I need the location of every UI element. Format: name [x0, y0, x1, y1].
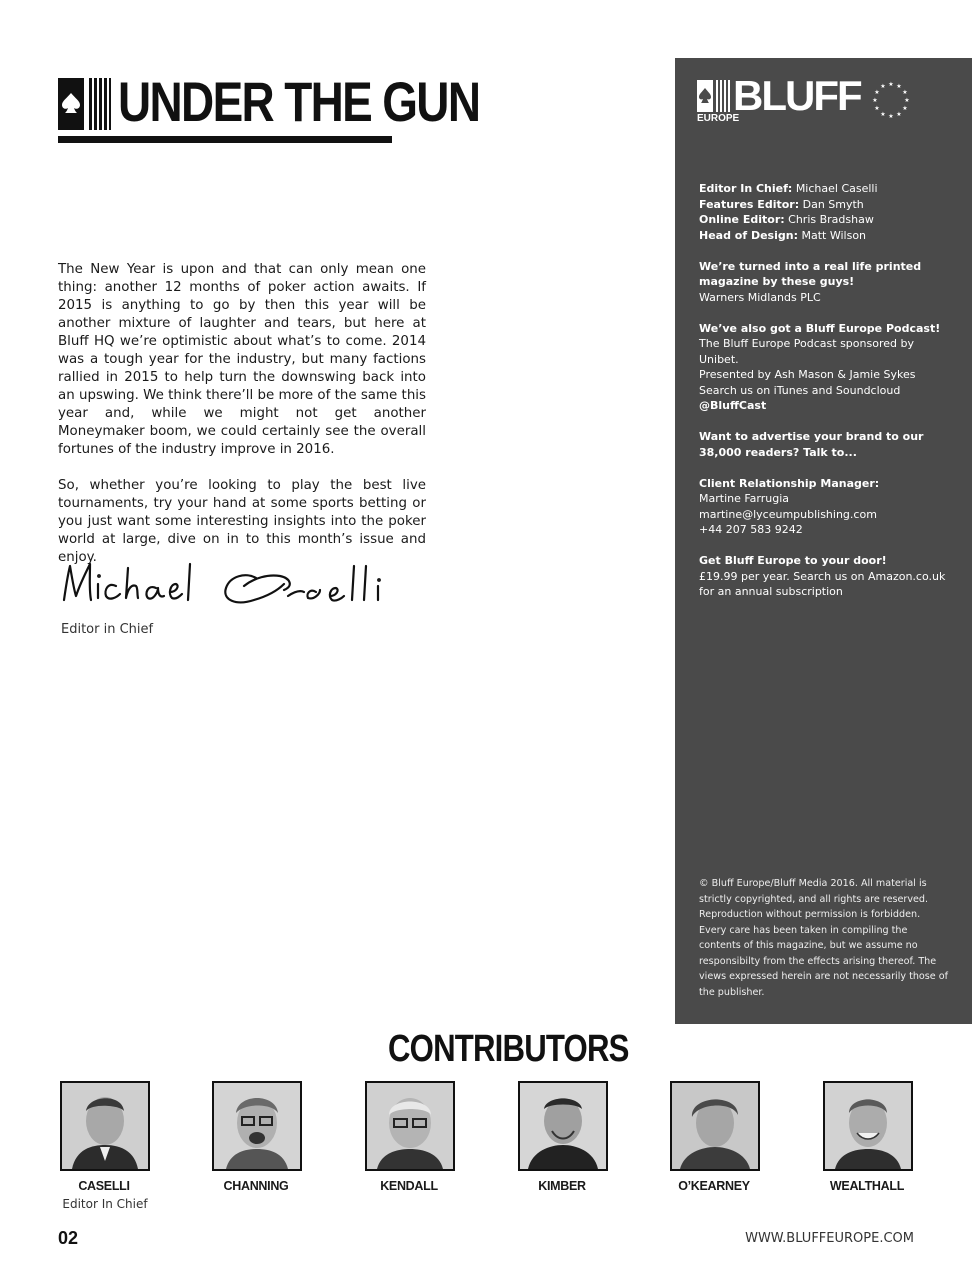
legal-notice: © Bluff Europe/Bluff Media 2016. All material is strictly copyrighted, and all rights are reserved. Reproduction without permission is forbidden. Every care has been taken in compiling the contents of this magazine, but we assume no responsibilty from the effects arising thereof. The views expressed herein are not necessarily those of the publisher. — [699, 878, 949, 998]
svg-text:★: ★ — [888, 81, 894, 88]
masthead-info — [699, 181, 949, 615]
svg-text:★: ★ — [902, 105, 908, 112]
subscribe-block — [699, 553, 949, 600]
contributor-name: WEALTHALL — [829, 1179, 905, 1193]
staff-name: Matt Wilson — [801, 228, 867, 242]
podcast-sponsor: The Bluff Europe Podcast sponsored by Unibet. — [699, 337, 914, 366]
staff-role: Online Editor: — [699, 213, 785, 226]
advertise-block — [699, 429, 949, 460]
svg-text:★: ★ — [872, 97, 878, 104]
crm-email: martine@lyceumpublishing.com — [699, 507, 877, 521]
svg-text:★: ★ — [902, 89, 908, 96]
crm-block — [699, 476, 949, 538]
contributor-photo — [365, 1081, 455, 1171]
staff-list — [699, 181, 949, 243]
svg-text:★: ★ — [880, 83, 886, 90]
spade-icon — [697, 80, 713, 112]
logo-subtitle: EUROPE — [697, 113, 740, 124]
svg-text:★: ★ — [874, 89, 880, 96]
staff-name: Chris Bradshaw — [788, 213, 874, 226]
contributor-card — [212, 1081, 300, 1193]
staff-name: Dan Smyth — [802, 197, 864, 211]
contributors-title: CONTRIBUTORS — [388, 1028, 629, 1070]
svg-text:★: ★ — [888, 113, 894, 120]
advertise-heading: Want to advertise your brand to our 38,000 readers? Talk to... — [699, 430, 924, 459]
staff-name: Michael Caselli — [795, 182, 878, 195]
page-number: 02 — [58, 1228, 79, 1248]
contributor-card — [823, 1081, 911, 1193]
staff-role: Head of Design: — [699, 228, 798, 242]
masthead-sidebar — [675, 58, 972, 1024]
page-header — [58, 70, 480, 144]
contributor-name: KENDALL — [380, 1179, 438, 1193]
contributor-name: KIMBER — [538, 1179, 586, 1193]
staff-role: Editor In Chief: — [699, 182, 793, 195]
contributor-photo — [60, 1081, 150, 1171]
logo-wordmark: BLUFF — [733, 72, 861, 119]
printer-heading: We’re turned into a real life printed magazine by these guys! — [699, 259, 922, 288]
eu-stars-icon — [871, 80, 911, 120]
contributor-name: O’KEARNEY — [678, 1179, 750, 1193]
podcast-presenters: Presented by Ash Mason & Jamie Sykes — [699, 368, 916, 381]
contributor-card — [670, 1081, 758, 1193]
contributor-photo — [212, 1081, 302, 1171]
contributor-name: CASELLI — [78, 1179, 130, 1193]
editorial-paragraph: So, whether you’re looking to play the best live tournaments, try your hand at some sports betting or you just want some interesting insights into the poker world at large, dive on in to this month’s issue and enjoy. — [58, 478, 426, 565]
contributor-name: CHANNING — [223, 1179, 289, 1193]
crm-name: Martine Farrugia — [699, 492, 790, 505]
contributor-card — [365, 1081, 453, 1193]
svg-text:★: ★ — [896, 83, 902, 90]
stripe-decoration — [716, 80, 732, 112]
svg-text:★: ★ — [896, 111, 902, 118]
svg-text:★: ★ — [874, 105, 880, 112]
podcast-heading: We’ve also got a Bluff Europe Podcast! — [699, 321, 941, 335]
printer-name: Warners Midlands PLC — [699, 290, 821, 304]
podcast-block — [699, 321, 949, 414]
contributor-card — [518, 1081, 606, 1193]
contributor-role: Editor In Chief — [62, 1197, 148, 1211]
title-underline — [58, 136, 392, 143]
editorial-paragraph: The New Year is upon and that can only mean one thing: another 12 months of poker action awaits. If 2015 is anything to go by then this year will be another mixture of laughter and tears, but here at Bluff HQ we’re optimistic about what’s to come. 2014 was a tough year for the industry, but many factions rallied in 2015 to help turn the downswing back into an upswing. We think there’ll be more of the same this year and, while we might not get another Moneymaker boom, we could certainly see the overall fortunes of the industry improve in 2016. — [58, 262, 426, 457]
podcast-handle: @BluffCast — [699, 399, 767, 412]
editor-signature — [58, 556, 418, 620]
stripe-decoration — [89, 78, 111, 130]
podcast-search: Search us on iTunes and Soundcloud — [699, 383, 901, 397]
contributor-photo — [670, 1081, 760, 1171]
page-title: UNDER THE GUN — [118, 70, 480, 133]
website-url[interactable]: WWW.BLUFFEUROPE.COM — [745, 1231, 914, 1246]
spade-logo-icon — [58, 78, 84, 130]
staff-role: Features Editor: — [699, 197, 800, 211]
subscribe-text: £19.99 per year. Search us on Amazon.co.uk for an annual subscription — [699, 569, 946, 598]
signature-role: Editor in Chief — [61, 622, 154, 637]
crm-phone: +44 207 583 9242 — [699, 523, 803, 536]
printer-block — [699, 259, 949, 306]
editorial-letter — [58, 261, 426, 585]
crm-heading: Client Relationship Manager: — [699, 476, 880, 490]
contributor-photo — [823, 1081, 913, 1171]
subscribe-heading: Get Bluff Europe to your door! — [699, 554, 887, 567]
contributor-photo — [518, 1081, 608, 1171]
contributor-card — [60, 1081, 148, 1211]
svg-text:★: ★ — [880, 111, 886, 118]
svg-text:★: ★ — [904, 97, 910, 104]
bluff-europe-logo — [697, 72, 911, 128]
